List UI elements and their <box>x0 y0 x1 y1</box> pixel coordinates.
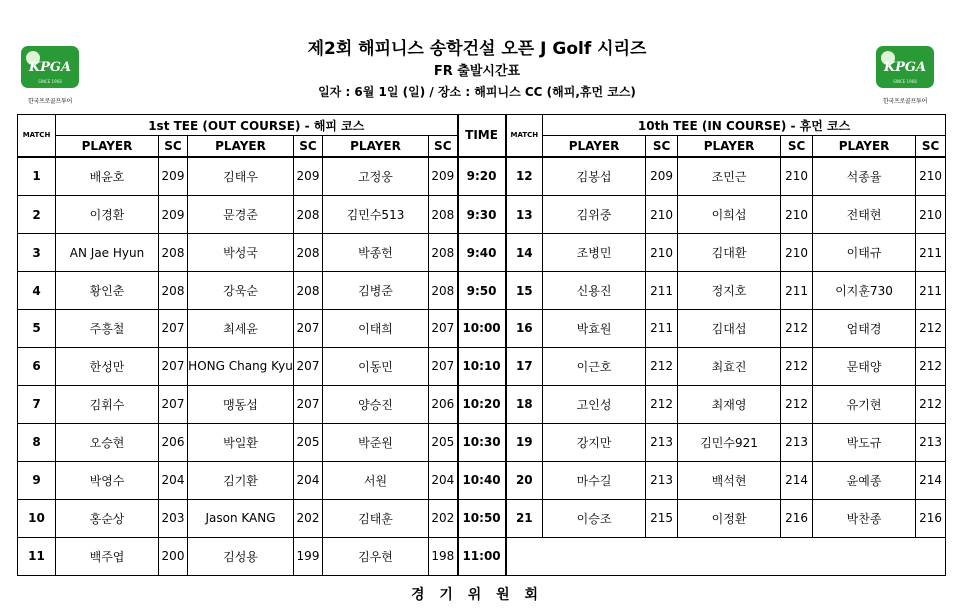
player-score: 212 <box>781 347 813 385</box>
match-number: 6 <box>18 347 56 385</box>
tournament-title: 제2회 해피니스 송학건설 오픈 J Golf 시리즈 <box>307 39 647 59</box>
match-number: 16 <box>506 310 543 348</box>
player-score: 208 <box>294 272 323 310</box>
player-name: 주흥철 <box>56 310 159 348</box>
player-name: 고인성 <box>543 385 646 423</box>
player-score: 203 <box>159 499 188 537</box>
tee-time: 10:50 <box>458 499 506 537</box>
player-name: 이태희 <box>323 310 429 348</box>
player-score: 208 <box>159 272 188 310</box>
player-score: 207 <box>294 310 323 348</box>
player-name: 김병준 <box>323 272 429 310</box>
table-row <box>18 310 946 348</box>
player-score: 206 <box>159 423 188 461</box>
player-name: 엄태경 <box>813 310 916 348</box>
player-name: 서원 <box>323 461 429 499</box>
player-name: 석종율 <box>813 157 916 196</box>
player-name: 박찬종 <box>813 499 916 537</box>
player-score: 211 <box>646 310 678 348</box>
tee-time: 9:20 <box>458 157 506 196</box>
player-score: 207 <box>159 385 188 423</box>
tee-time: 10:10 <box>458 347 506 385</box>
table-row <box>18 234 946 272</box>
player-header: PLAYER <box>678 136 781 157</box>
player-name: 유기현 <box>813 385 916 423</box>
player-score: 211 <box>646 272 678 310</box>
table-row <box>18 272 946 310</box>
player-score: 205 <box>429 423 458 461</box>
player-name: 문경준 <box>188 196 294 234</box>
player-score: 209 <box>159 157 188 196</box>
player-name: 이승조 <box>543 499 646 537</box>
player-name: 홍순상 <box>56 499 159 537</box>
table-row <box>18 196 946 234</box>
player-score: 205 <box>294 423 323 461</box>
player-score: 207 <box>159 347 188 385</box>
player-score: 207 <box>294 347 323 385</box>
tee-time: 9:30 <box>458 196 506 234</box>
player-name: 김민수921 <box>678 423 781 461</box>
player-name: 김휘수 <box>56 385 159 423</box>
sc-header: SC <box>429 136 458 157</box>
player-name: 박도규 <box>813 423 916 461</box>
match-number: 20 <box>506 461 543 499</box>
player-score: 204 <box>294 461 323 499</box>
player-score: 211 <box>916 234 946 272</box>
player-score: 216 <box>781 499 813 537</box>
player-score: 208 <box>294 196 323 234</box>
player-name: 김기환 <box>188 461 294 499</box>
player-score: 210 <box>646 234 678 272</box>
player-name: 김대환 <box>678 234 781 272</box>
player-name: 김성용 <box>188 537 294 575</box>
player-header: PLAYER <box>323 136 429 157</box>
player-name: 오승현 <box>56 423 159 461</box>
player-score: 207 <box>294 385 323 423</box>
table-row <box>18 461 946 499</box>
player-name: HONG Chang Kyu <box>188 347 294 385</box>
tee-time: 10:20 <box>458 385 506 423</box>
player-name: 신용진 <box>543 272 646 310</box>
player-name: 박종헌 <box>323 234 429 272</box>
player-name: 박준원 <box>323 423 429 461</box>
player-score: 208 <box>294 234 323 272</box>
sc-header: SC <box>294 136 323 157</box>
match-number: 7 <box>18 385 56 423</box>
player-name: 한성만 <box>56 347 159 385</box>
player-name: 이지훈730 <box>813 272 916 310</box>
logo-caption: 한국프로골프투어 <box>883 98 927 105</box>
player-name: 문태양 <box>813 347 916 385</box>
tee-time: 10:30 <box>458 423 506 461</box>
player-score: 212 <box>646 385 678 423</box>
player-score: 206 <box>429 385 458 423</box>
match-number: 10 <box>18 499 56 537</box>
player-name: 박영수 <box>56 461 159 499</box>
table-row <box>18 157 946 196</box>
date-venue-info: 일자 : 6월 1일 (일) / 장소 : 해피니스 CC (해피,휴먼 코스) <box>318 85 636 99</box>
match-number: 2 <box>18 196 56 234</box>
table-row <box>18 537 946 575</box>
kpga-logo-badge: KPGA SINCE 1968 <box>876 46 934 88</box>
player-score: 211 <box>916 272 946 310</box>
player-name: 김태훈 <box>323 499 429 537</box>
player-name: 박일환 <box>188 423 294 461</box>
tee1-header: 1st TEE (OUT COURSE) - 해피 코스 <box>56 115 458 136</box>
player-name: 이동민 <box>323 347 429 385</box>
player-name: 배윤호 <box>56 157 159 196</box>
match-number: 12 <box>506 157 543 196</box>
player-name: 맹동섭 <box>188 385 294 423</box>
player-score: 198 <box>429 537 458 575</box>
player-name: 정지호 <box>678 272 781 310</box>
player-score: 209 <box>646 157 678 196</box>
player-score: 207 <box>159 310 188 348</box>
player-score: 209 <box>159 196 188 234</box>
player-score: 213 <box>646 423 678 461</box>
player-name: 박성국 <box>188 234 294 272</box>
player-name: Jason KANG <box>188 499 294 537</box>
player-score: 210 <box>781 196 813 234</box>
player-score: 212 <box>916 310 946 348</box>
player-score: 204 <box>429 461 458 499</box>
player-name: 윤예종 <box>813 461 916 499</box>
table-row <box>18 347 946 385</box>
tee-time: 10:00 <box>458 310 506 348</box>
player-header: PLAYER <box>813 136 916 157</box>
committee-footer: 경 기 위 원 회 <box>410 587 544 603</box>
player-name: 이경환 <box>56 196 159 234</box>
empty-cell <box>506 537 946 575</box>
player-score: 210 <box>916 196 946 234</box>
player-score: 213 <box>646 461 678 499</box>
match-number: 17 <box>506 347 543 385</box>
player-name: 조병민 <box>543 234 646 272</box>
player-score: 212 <box>916 385 946 423</box>
player-score: 214 <box>781 461 813 499</box>
sc-header: SC <box>781 136 813 157</box>
player-name: 백석현 <box>678 461 781 499</box>
player-score: 208 <box>159 234 188 272</box>
player-score: 208 <box>429 234 458 272</box>
table-row <box>18 423 946 461</box>
player-score: 204 <box>159 461 188 499</box>
match-number: 1 <box>18 157 56 196</box>
player-name: 최효진 <box>678 347 781 385</box>
player-name: 조민근 <box>678 157 781 196</box>
sc-header: SC <box>646 136 678 157</box>
player-score: 208 <box>429 196 458 234</box>
player-score: 210 <box>781 157 813 196</box>
player-score: 215 <box>646 499 678 537</box>
player-name: 마수길 <box>543 461 646 499</box>
match-header: MATCH <box>506 115 543 157</box>
match-header: MATCH <box>18 115 56 157</box>
player-score: 211 <box>781 272 813 310</box>
player-name: 박효원 <box>543 310 646 348</box>
player-name: 김대섭 <box>678 310 781 348</box>
player-name: 이희섭 <box>678 196 781 234</box>
logo-caption: 한국프로골프투어 <box>28 98 72 105</box>
kpga-logo-badge: KPGA SINCE 1968 <box>21 46 79 88</box>
tee-time: 9:40 <box>458 234 506 272</box>
match-number: 9 <box>18 461 56 499</box>
tee10-header: 10th TEE (IN COURSE) - 휴먼 코스 <box>543 115 946 136</box>
player-name: 강욱순 <box>188 272 294 310</box>
player-score: 213 <box>916 423 946 461</box>
player-score: 212 <box>781 385 813 423</box>
tee-time: 10:40 <box>458 461 506 499</box>
player-score: 202 <box>294 499 323 537</box>
match-number: 4 <box>18 272 56 310</box>
player-name: 김민수513 <box>323 196 429 234</box>
player-score: 214 <box>916 461 946 499</box>
player-score: 200 <box>159 537 188 575</box>
table-row <box>18 385 946 423</box>
player-score: 212 <box>916 347 946 385</box>
player-name: 백주엽 <box>56 537 159 575</box>
player-score: 212 <box>646 347 678 385</box>
player-name: 황인춘 <box>56 272 159 310</box>
match-number: 13 <box>506 196 543 234</box>
match-number: 19 <box>506 423 543 461</box>
player-score: 208 <box>429 272 458 310</box>
table-row <box>18 499 946 537</box>
player-name: 최세윤 <box>188 310 294 348</box>
player-score: 207 <box>429 310 458 348</box>
player-name: 이태규 <box>813 234 916 272</box>
match-number: 8 <box>18 423 56 461</box>
player-score: 213 <box>781 423 813 461</box>
player-name: 김태우 <box>188 157 294 196</box>
player-name: 최재영 <box>678 385 781 423</box>
player-name: 강지만 <box>543 423 646 461</box>
player-score: 210 <box>646 196 678 234</box>
player-header: PLAYER <box>543 136 646 157</box>
player-score: 216 <box>916 499 946 537</box>
match-number: 14 <box>506 234 543 272</box>
player-score: 212 <box>781 310 813 348</box>
match-number: 5 <box>18 310 56 348</box>
player-name: 전태현 <box>813 196 916 234</box>
time-header: TIME <box>458 115 506 157</box>
player-name: 고정웅 <box>323 157 429 196</box>
player-header: PLAYER <box>188 136 294 157</box>
match-number: 18 <box>506 385 543 423</box>
match-number: 11 <box>18 537 56 575</box>
tee-time: 11:00 <box>458 537 506 575</box>
player-score: 209 <box>294 157 323 196</box>
player-name: 김위중 <box>543 196 646 234</box>
sc-header: SC <box>159 136 188 157</box>
player-name: AN Jae Hyun <box>56 234 159 272</box>
tee-time-table <box>17 114 946 576</box>
player-score: 202 <box>429 499 458 537</box>
player-name: 김봉섭 <box>543 157 646 196</box>
match-number: 21 <box>506 499 543 537</box>
player-score: 199 <box>294 537 323 575</box>
player-name: 이근호 <box>543 347 646 385</box>
player-score: 207 <box>429 347 458 385</box>
match-number: 15 <box>506 272 543 310</box>
player-name: 김우현 <box>323 537 429 575</box>
player-score: 210 <box>916 157 946 196</box>
player-name: 이정환 <box>678 499 781 537</box>
tee-time: 9:50 <box>458 272 506 310</box>
player-score: 209 <box>429 157 458 196</box>
sc-header: SC <box>916 136 946 157</box>
schedule-subtitle: FR 출발시간표 <box>433 64 521 79</box>
player-header: PLAYER <box>56 136 159 157</box>
match-number: 3 <box>18 234 56 272</box>
player-score: 210 <box>781 234 813 272</box>
player-name: 양승진 <box>323 385 429 423</box>
